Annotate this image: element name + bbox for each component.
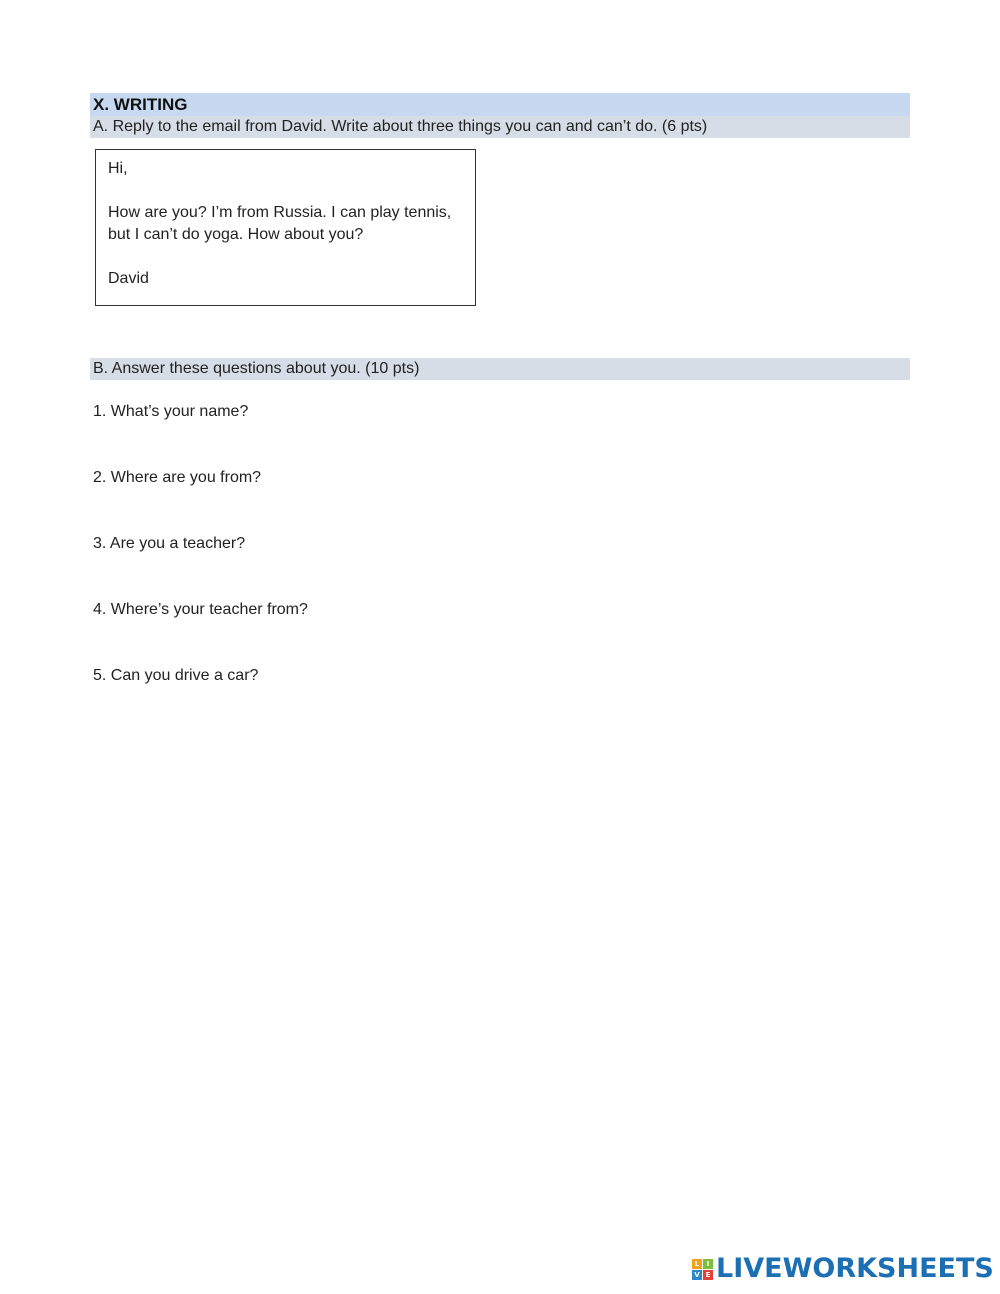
liveworksheets-logo [692,1254,994,1284]
email-body-line-2: but I can’t do yoga. How about you? [108,226,364,243]
section-title: X. WRITING [90,93,910,116]
question-4: 4. Where’s your teacher from? [93,601,308,618]
question-2: 2. Where are you from? [93,469,262,486]
email-body-line-1: How are you? I’m from Russia. I can play tennis, [108,204,452,221]
logo-mark-icon: L I V E [692,1259,713,1280]
question-5: 5. Can you drive a car? [93,667,259,684]
question-3: 3. Are you a teacher? [93,535,246,552]
part-a-instruction: A. Reply to the email from David. Write about three things you can and can’t do. (6 pts) [90,116,910,138]
email-from-david [95,149,476,306]
logo-text: LIVEWORKSHEETS [716,1253,994,1284]
part-b-instruction: B. Answer these questions about you. (10 pts) [90,358,910,380]
question-1: 1. What’s your name? [93,403,249,420]
email-signature: David [108,270,149,287]
email-greeting: Hi, [108,160,128,177]
